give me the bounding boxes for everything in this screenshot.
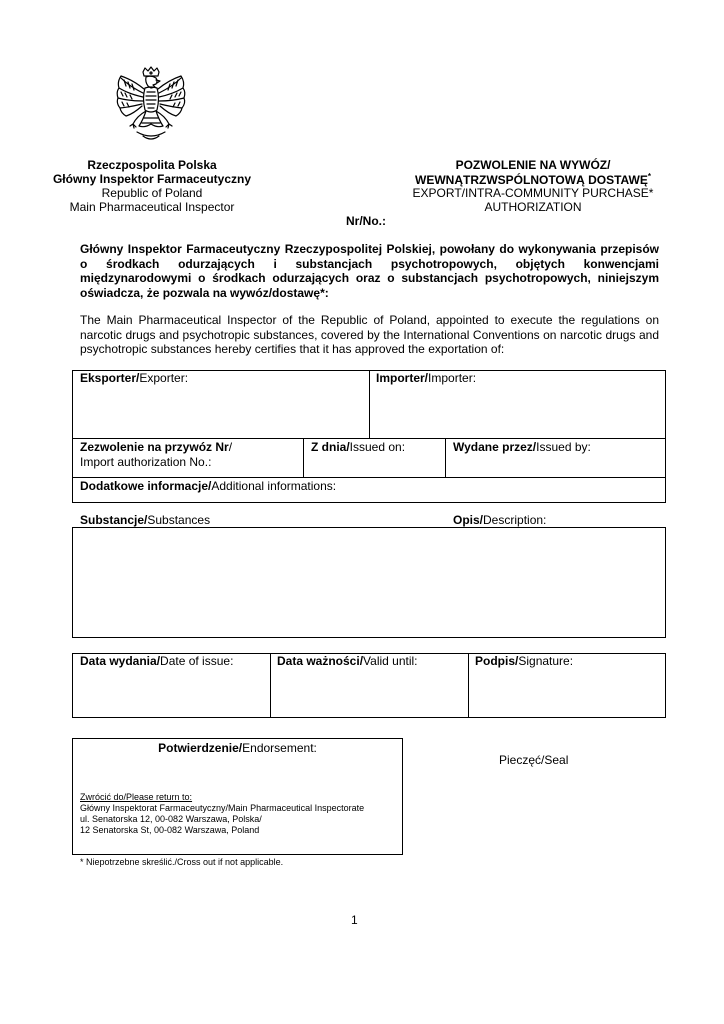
number-label: Nr/No.: bbox=[346, 214, 386, 228]
exporter-field[interactable] bbox=[80, 371, 188, 386]
polish-eagle-emblem bbox=[113, 66, 189, 146]
issued-by-label-pl: Wydane przez/ bbox=[453, 440, 537, 454]
issued-on-field[interactable] bbox=[311, 440, 405, 455]
header-left-line3: Republic of Poland bbox=[101, 186, 203, 200]
return-to-label: Zwrócić do/Please return to: bbox=[80, 792, 193, 802]
endorsement-title-en: Endorsement: bbox=[242, 741, 317, 755]
substances-label-en: Substances bbox=[147, 513, 211, 527]
description-label-en: Description: bbox=[483, 513, 547, 527]
description-label bbox=[453, 513, 546, 528]
date-issue-label-pl: Data wydania/ bbox=[80, 654, 161, 668]
importer-field[interactable] bbox=[376, 371, 476, 386]
header-right-line2-text: WEWNĄTRZWSPÓLNOTOWĄ DOSTAWĘ bbox=[415, 173, 648, 187]
importer-label-en: Importer: bbox=[428, 371, 477, 385]
description-label-pl: Opis/ bbox=[453, 513, 484, 527]
signature-field[interactable] bbox=[475, 654, 573, 669]
import-authorization-field[interactable] bbox=[80, 440, 232, 470]
endorsement-title-pl: Potwierdzenie/ bbox=[158, 741, 243, 755]
signature-label-en: Signature: bbox=[518, 654, 574, 668]
header-left-line4: Main Pharmaceutical Inspector bbox=[69, 200, 235, 214]
valid-until-label-en: Valid until: bbox=[363, 654, 418, 668]
substances-field[interactable] bbox=[72, 527, 666, 638]
import-auth-label-en: Import authorization No.: bbox=[80, 455, 212, 469]
page-number: 1 bbox=[351, 913, 358, 927]
footnote: * Niepotrzebne skreślić./Cross out if not applicable. bbox=[80, 857, 284, 867]
exporter-label-en: Exporter: bbox=[139, 371, 189, 385]
return-address-3: 12 Senatorska St, 00-082 Warszawa, Poland bbox=[80, 825, 260, 835]
intro-polish: Główny Inspektor Farmaceutyczny Rzeczypospolitej Polskiej, powołany do wykonywania przepisów o środkach odurzających i substancjach psychotropowych, objętych konwencjami międzynarodowymi o środkach odurzających oraz o substancjach psychotropowych, niniejszym oświadcza, że pozwala na wywóz/dostawę*: bbox=[80, 242, 659, 300]
importer-label-pl: Importer/ bbox=[376, 371, 429, 385]
additional-label-en: Additional informations: bbox=[211, 479, 337, 493]
date-issue-label-en: Date of issue: bbox=[160, 654, 234, 668]
signature-label-pl: Podpis/ bbox=[475, 654, 519, 668]
valid-until-field[interactable] bbox=[277, 654, 418, 669]
header-right-line1: POZWOLENIE NA WYWÓZ/ bbox=[455, 158, 611, 172]
endorsement-title bbox=[72, 741, 403, 756]
issued-on-label-pl: Z dnia/ bbox=[311, 440, 350, 454]
header-right-line4: AUTHORIZATION bbox=[484, 200, 582, 214]
header-left-line2: Główny Inspektor Farmaceutyczny bbox=[52, 172, 252, 186]
import-auth-label-pl: Zezwolenie na przywóz Nr bbox=[80, 440, 229, 454]
substances-label-pl: Substancje/ bbox=[80, 513, 148, 527]
issued-by-field[interactable] bbox=[453, 440, 591, 455]
return-address-2: ul. Senatorska 12, 00-082 Warszawa, Polska/ bbox=[80, 814, 262, 824]
valid-until-label-pl: Data ważności/ bbox=[277, 654, 364, 668]
additional-info-field[interactable] bbox=[80, 479, 336, 494]
header-right-line2 bbox=[398, 172, 668, 187]
header-right-line3: EXPORT/INTRA-COMMUNITY PURCHASE* bbox=[412, 186, 654, 200]
issued-by-label-en: Issued by: bbox=[536, 440, 591, 454]
import-auth-slash: / bbox=[228, 440, 233, 454]
substances-label bbox=[80, 513, 210, 528]
seal-label: Pieczęć/Seal bbox=[499, 753, 569, 767]
header-left-line1: Rzeczpospolita Polska bbox=[87, 158, 217, 172]
issued-on-label-en: Issued on: bbox=[349, 440, 406, 454]
return-address-1: Główny Inspektorat Farmaceutyczny/Main Pharmaceutical Inspectorate bbox=[80, 803, 365, 813]
intro-english: The Main Pharmaceutical Inspector of the Republic of Poland, appointed to execute the regulations on narcotic drugs and psychotropic substances, covered by the International Conventions on narcotic drugs and psychotropic substances hereby certifies that it has approved the exportation of: bbox=[80, 313, 659, 356]
additional-label-pl: Dodatkowe informacje/ bbox=[80, 479, 212, 493]
exporter-label-pl: Eksporter/ bbox=[80, 371, 140, 385]
header-right-asterisk: * bbox=[647, 172, 651, 181]
date-of-issue-field[interactable] bbox=[80, 654, 233, 669]
